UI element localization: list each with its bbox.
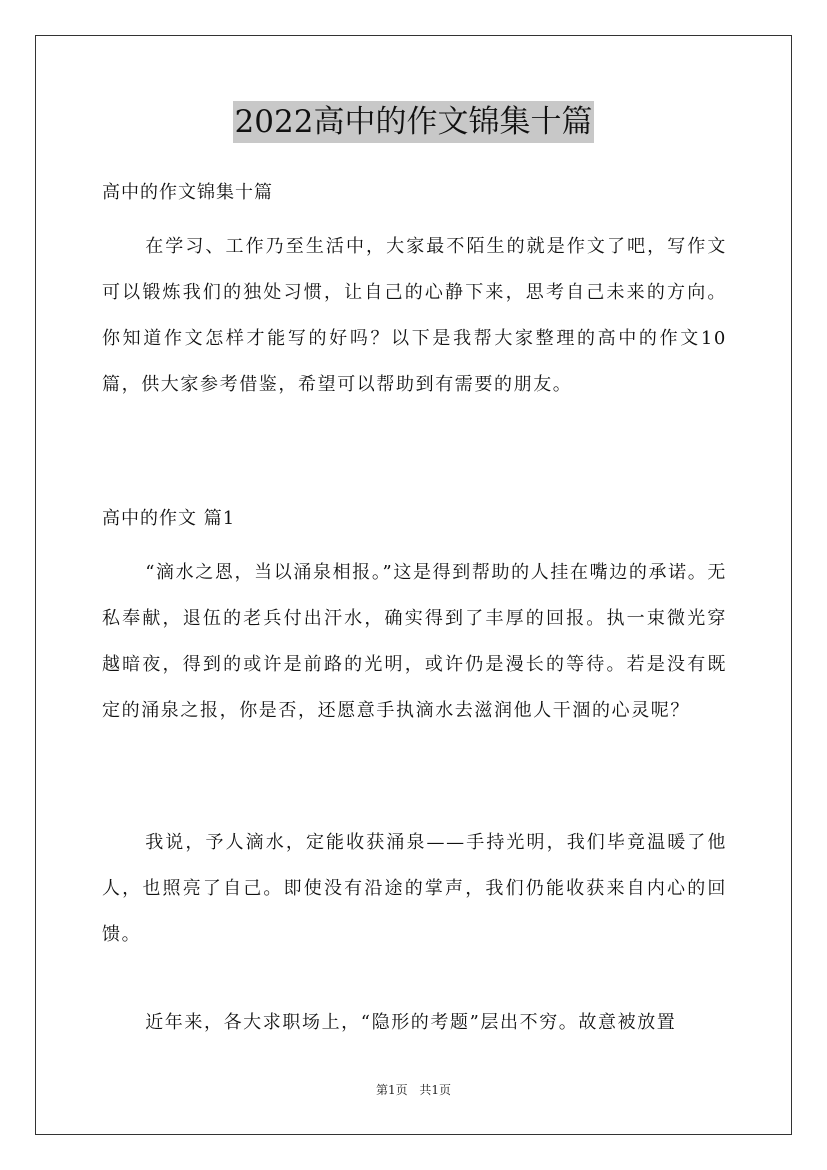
body-paragraph-1: “滴水之恩，当以涌泉相报。”这是得到帮助的人挂在嘴边的承诺。无私奉献，退伍的老兵付出汗水，确实得到了丰厚的回报。执一束微光穿越暗夜，得到的或许是前路的光明，或许仍是漫长的等待。若是没有既定的涌泉之报，你是否，还愿意手执滴水去滋润他人干涸的心灵呢？ <box>102 562 727 721</box>
page-number: 第1页 <box>375 1083 408 1097</box>
intro-paragraph: 在学习、工作乃至生活中，大家最不陌生的就是作文了吧，写作文可以锻炼我们的独处习惯，让自己的心静下来，思考自己未来的方向。你知道作文怎样才能写的好吗？以下是我帮大家整理的高中的作文10篇，供大家参考借鉴，希望可以帮助到有需要的朋友。 <box>102 236 727 395</box>
section-heading: 高中的作文 篇1 <box>102 508 236 529</box>
page-footer <box>0 1082 827 1098</box>
body-paragraph-2: 我说，予人滴水，定能收获涌泉——手持光明，我们毕竟温暖了他人，也照亮了自己。即使没有沿途的掌声，我们仍能收获来自内心的回馈。 <box>102 832 727 945</box>
page-total: 共1页 <box>419 1083 452 1097</box>
document-title <box>0 101 827 143</box>
body-paragraph-3: 近年来，各大求职场上，“隐形的考题”层出不穷。故意被放置 <box>145 1012 677 1033</box>
document-subtitle: 高中的作文锦集十篇 <box>102 182 273 203</box>
title-text: 2022高中的作文锦集十篇 <box>233 101 595 143</box>
